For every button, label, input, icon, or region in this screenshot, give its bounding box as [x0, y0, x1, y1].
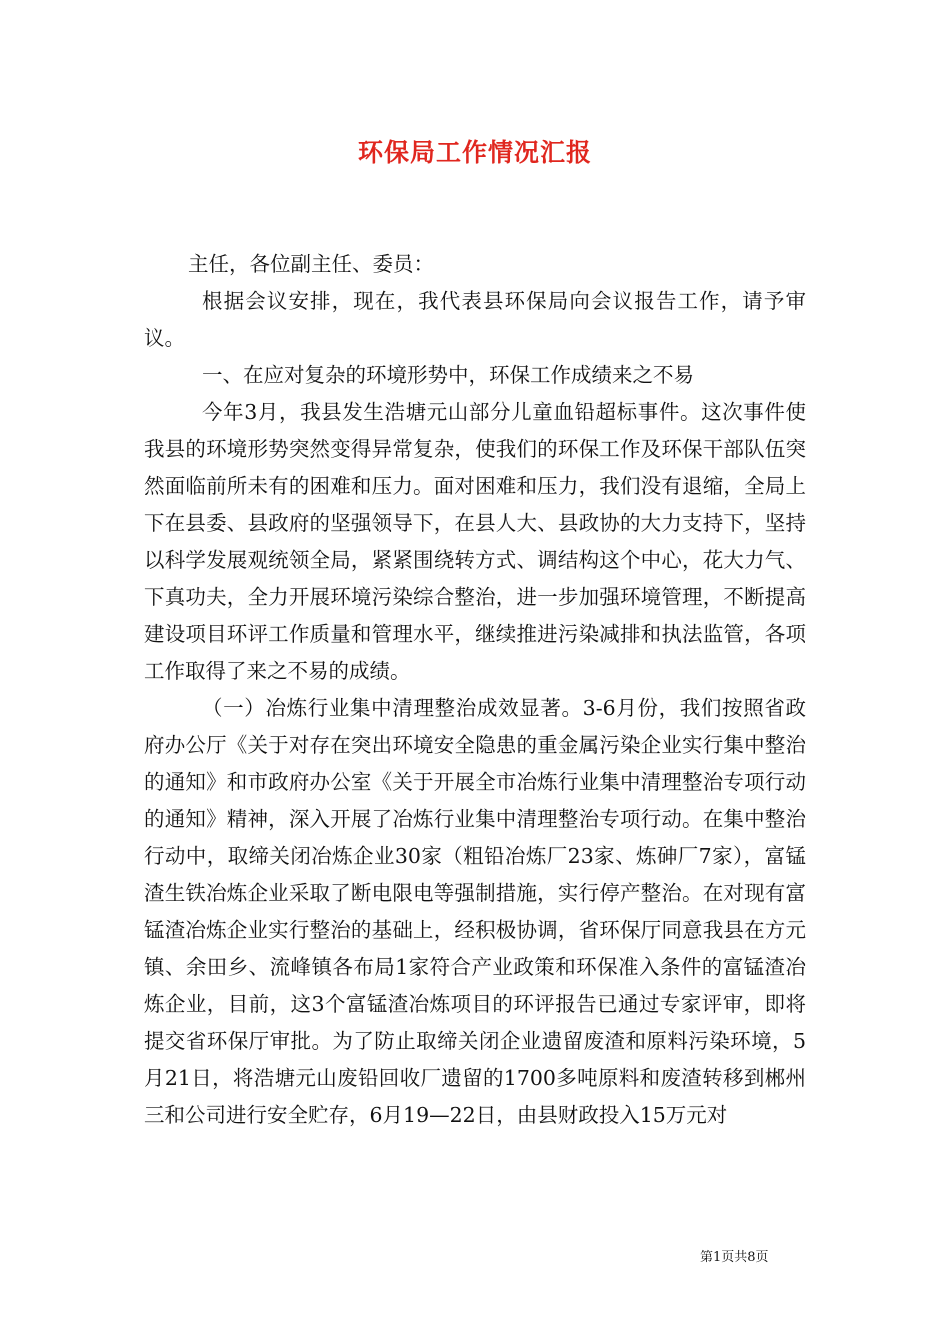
section-paragraph: 今年3月，我县发生浩塘元山部分儿童血铅超标事件。这次事件使我县的环境形势突然变得异常复杂，使我们的环保工作及环保干部队伍突然面临前所未有的困难和压力。面对困难和压力，我们没有退缩，全局上下在县委、县政府的坚强领导下，在县人大、县政协的大力支持下，坚持以科学发展观统领全局，紧紧围绕转方式、调结构这个中心，花大力气、下真功夫，全力开展环境污染综合整治，进一步加强环境管理，不断提高建设项目环评工作质量和管理水平，继续推进污染减排和执法监管，各项工作取得了来之不易的成绩。 — [144, 400, 806, 683]
section-heading: 一、在应对复杂的环境形势中，环保工作成绩来之不易 — [202, 363, 694, 387]
page-number: 第1页共8页 — [700, 1250, 769, 1265]
intro-paragraph: 根据会议安排，现在，我代表县环保局向会议报告工作，请予审议。 — [144, 289, 806, 350]
salutation: 主任，各位副主任、委员： — [188, 252, 434, 276]
document-body — [144, 246, 806, 1134]
document-title: 环保局工作情况汇报 — [357, 138, 592, 167]
subsection-paragraph: （一）冶炼行业集中清理整治成效显著。3-6月份，我们按照省政府办公厅《关于对存在突出环境安全隐患的重金属污染企业实行集中整治的通知》和市政府办公室《关于开展全市冶炼行业集中清理整治专项行动的通知》精神，深入开展了冶炼行业集中清理整治专项行动。在集中整治行动中，取缔关闭冶炼企业30家（粗铅冶炼厂23家、炼砷厂7家），富锰渣生铁冶炼企业采取了断电限电等强制措施，实行停产整治。在对现有富锰渣冶炼企业实行整治的基础上，经积极协调，省环保厅同意我县在方元镇、余田乡、流峰镇各布局1家符合产业政策和环保准入条件的富锰渣冶炼企业，目前，这3个富锰渣冶炼项目的环评报告已通过专家评审，即将提交省环保厅审批。为了防止取缔关闭企业遗留废渣和原料污染环境，5月21日，将浩塘元山废铅回收厂遗留的1700多吨原料和废渣转移到郴州三和公司进行安全贮存，6月19—22日，由县财政投入15万元对 — [144, 696, 806, 1127]
